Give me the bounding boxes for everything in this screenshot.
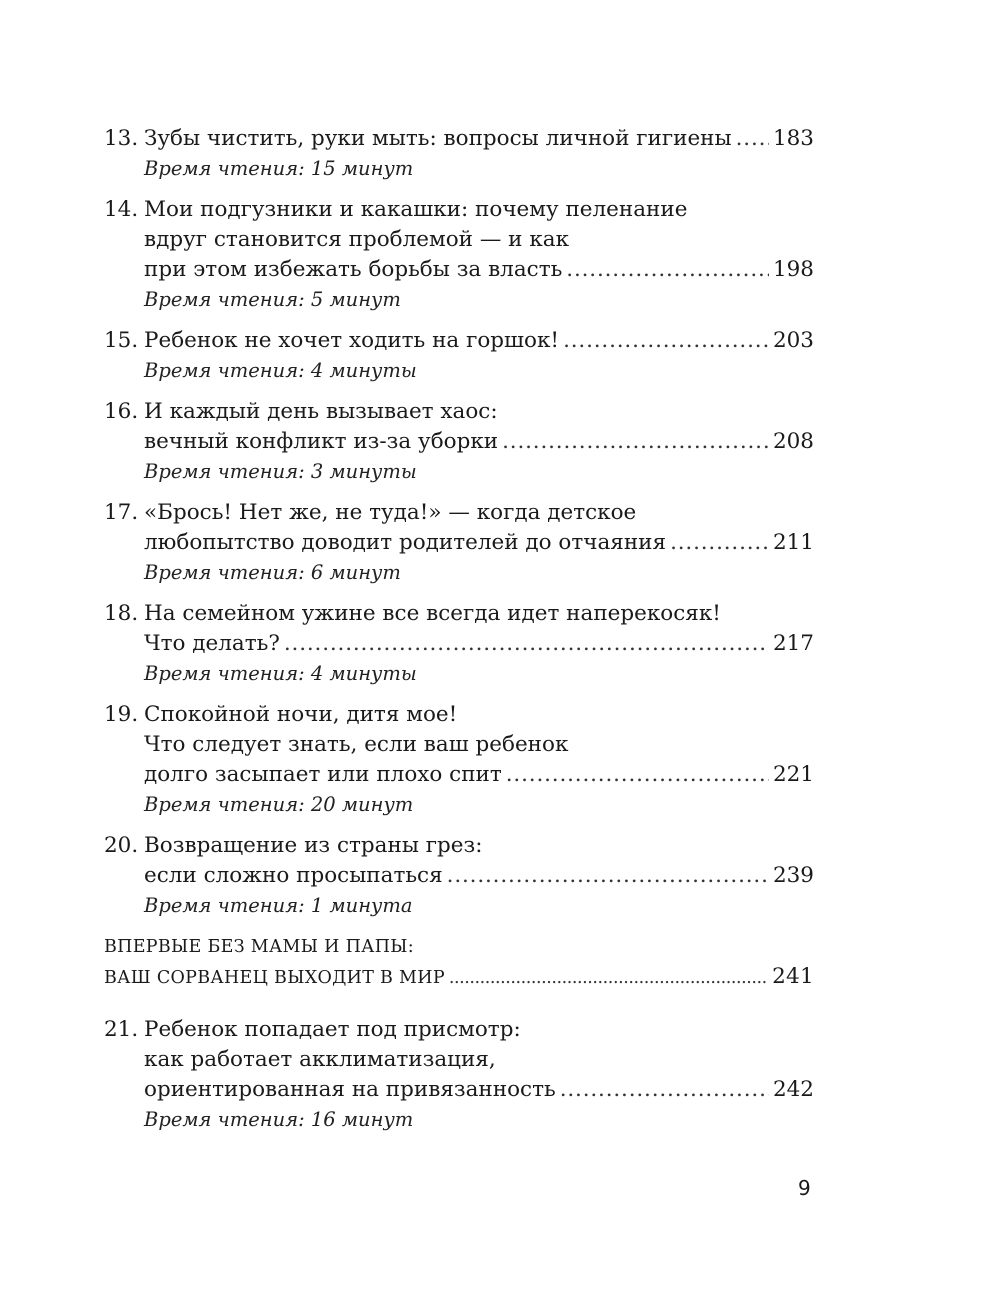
page-number: 208: [772, 429, 814, 454]
entry-title: если сложно просыпаться: [144, 863, 443, 888]
reading-time: Время чтения: 4 минуты: [144, 359, 417, 382]
table-of-contents: [104, 124, 814, 1146]
reading-time: Время чтения: 1 минута: [144, 894, 413, 917]
dot-leader: [502, 427, 769, 457]
entry-title-line: «Брось! Нет же, не туда!» — когда детское: [144, 500, 637, 525]
reading-time: Время чтения: 16 минут: [144, 1108, 414, 1131]
dot-leader: [566, 255, 769, 285]
reading-time: Время чтения: 20 минут: [144, 793, 414, 816]
reading-time: Время чтения: 6 минут: [144, 561, 401, 584]
dot-leader: [449, 963, 768, 993]
entry-title: Зубы чистить, руки мыть: вопросы личной гигиены: [144, 126, 732, 151]
entry-number: 14.: [104, 197, 139, 222]
dot-leader: [447, 861, 769, 891]
reading-time: Время чтения: 3 минуты: [144, 460, 417, 483]
toc-entry: [104, 124, 814, 184]
entry-title-line: На семейном ужине все всегда идет наперекосяк!: [144, 601, 721, 626]
entry-number: 16.: [104, 399, 139, 424]
entry-number: 19.: [104, 702, 139, 727]
page-number: 242: [772, 1077, 814, 1102]
reading-time: Время чтения: 4 минуты: [144, 662, 417, 685]
page-number: 183: [772, 126, 814, 151]
entry-title: Ребенок не хочет ходить на горшок!: [144, 328, 560, 353]
reading-time: Время чтения: 5 минут: [144, 288, 401, 311]
toc-entry: [104, 700, 814, 820]
entry-title-line: как работает акклиматизация,: [144, 1047, 496, 1072]
entry-number: 13.: [104, 126, 139, 151]
entry-title-line: И каждый день вызывает хаос:: [144, 399, 498, 424]
dot-leader: [670, 528, 769, 558]
entry-title: при этом избежать борьбы за власть: [144, 257, 563, 282]
dot-leader: [736, 124, 769, 154]
toc-entry: [104, 397, 814, 487]
section-title-line: ВПЕРВЫЕ БЕЗ МАМЫ И ПАПЫ:: [104, 937, 414, 957]
entry-title: ориентированная на привязанность: [144, 1077, 556, 1102]
toc-entry: [104, 1015, 814, 1135]
entry-title: долго засыпает или плохо спит: [144, 762, 502, 787]
dot-leader: [284, 629, 769, 659]
entry-number: 18.: [104, 601, 139, 626]
page-number: 217: [772, 631, 814, 656]
entry-title-line: Возвращение из страны грез:: [144, 833, 483, 858]
toc-entry: [104, 831, 814, 921]
page-number: 211: [772, 530, 814, 555]
entry-title: любопытство доводит родителей до отчаяния: [144, 530, 667, 555]
reading-time: Время чтения: 15 минут: [144, 157, 414, 180]
toc-section-heading: [104, 932, 814, 993]
entry-number: 21.: [104, 1017, 139, 1042]
entry-number: 17.: [104, 500, 139, 525]
page-number: 239: [772, 863, 814, 888]
toc-entry: [104, 326, 814, 386]
entry-title: Что делать?: [144, 631, 280, 656]
toc-entry: [104, 599, 814, 689]
page-number: 203: [772, 328, 814, 353]
entry-title-line: Спокойной ночи, дитя мое!: [144, 702, 458, 727]
dot-leader: [563, 326, 769, 356]
dot-leader: [560, 1075, 769, 1105]
page-number: 241: [772, 964, 814, 989]
page-number: 221: [772, 762, 814, 787]
entry-number: 20.: [104, 833, 139, 858]
entry-title-line: Мои подгузники и какашки: почему пеленание: [144, 197, 688, 222]
page-number: 198: [772, 257, 814, 282]
toc-entry: [104, 498, 814, 588]
entry-title-line: вдруг становится проблемой — и как: [144, 227, 570, 252]
entry-title-line: Что следует знать, если ваш ребенок: [144, 732, 569, 757]
folio-page-number: 9: [798, 1176, 811, 1200]
entry-title: вечный конфликт из-за уборки: [144, 429, 499, 454]
dot-leader: [506, 760, 769, 790]
entry-number: 15.: [104, 328, 139, 353]
section-title: ВАШ СОРВАНЕЦ ВЫХОДИТ В МИР: [104, 968, 445, 988]
toc-entry: [104, 195, 814, 315]
entry-title-line: Ребенок попадает под присмотр:: [144, 1017, 521, 1042]
